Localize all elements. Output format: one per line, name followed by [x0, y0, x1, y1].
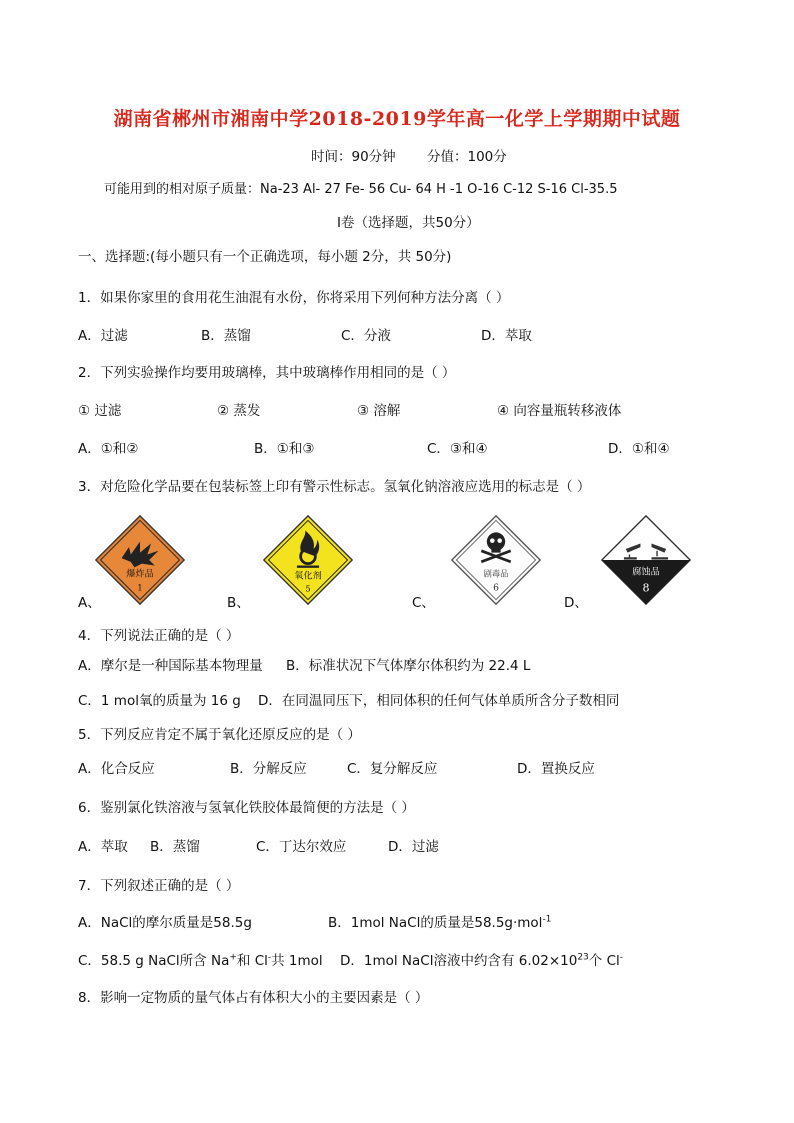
oxidizer-hazard-sign: [262, 514, 354, 606]
question-7-stem: 7．下列叙述正确的是（ ）: [78, 878, 240, 894]
question-4-stem: 4．下列说法正确的是（ ）: [78, 628, 240, 644]
sign-label: 腐蚀品: [632, 566, 660, 578]
q7-option-c: C．58.5 g NaCl所含 Na+和 Cl-共 1mol: [78, 952, 323, 969]
sign-class-number: 1: [137, 582, 143, 593]
q5-option-d: D．置换反应: [517, 761, 595, 777]
exam-score: 分值：100分: [427, 149, 507, 165]
q4-option-b: B．标准状况下气体摩尔体积约为 22.4 L: [286, 658, 531, 674]
question-1-stem: 1．如果你家里的食用花生油混有水份，你将采用下列何种方法分离（ ）: [78, 290, 510, 306]
corrosive-hazard-sign: [600, 514, 692, 606]
q3-option-a: A、: [78, 595, 101, 611]
q2-option-a: A．①和②: [78, 441, 139, 457]
q1-option-d: D．萃取: [481, 328, 532, 344]
q2-option-c: C．③和④: [427, 441, 488, 457]
q2-operation-1: ① 过滤: [78, 403, 122, 419]
q6-option-a: A．萃取: [78, 839, 128, 855]
q5-option-b: B．分解反应: [230, 761, 307, 777]
q5-option-a: A．化合反应: [78, 761, 155, 777]
sign-label: 爆炸品: [126, 568, 154, 580]
q2-option-b: B．①和③: [254, 441, 315, 457]
q2-option-d: D．①和④: [608, 441, 670, 457]
sign-class-number: 6: [493, 582, 499, 594]
q7-option-b: B．1mol NaCl的质量是58.5g·mol$^{-1}$: [328, 914, 552, 931]
question-3-stem: 3．对危险化学品要在包装标签上印有警示性标志。氢氧化钠溶液应选用的标志是（ ）: [78, 479, 591, 495]
atomic-mass-line: 可能用到的相对原子质量：Na-23 Al- 27 Fe- 56 Cu- 64 H -1 O-16 C-12 S-16 Cl-35.5: [104, 182, 618, 197]
q3-option-d: D、: [564, 595, 588, 611]
question-6-stem: 6．鉴别氯化铁溶液与氢氧化铁胶体最简便的方法是（ ）: [78, 800, 415, 816]
q2-operation-2: ② 蒸发: [217, 403, 261, 419]
q4-option-d: D．在同温同压下，相同体积的任何气体单质所含分子数相同: [258, 693, 620, 709]
q2-operation-3: ③ 溶解: [357, 403, 401, 419]
q7-option-d: D．1mol NaCl溶液中约含有 $6.02\times 10^{23}$个 Cl-: [340, 952, 623, 969]
q6-option-d: D．过滤: [388, 839, 439, 855]
q3-option-b: B、: [227, 595, 250, 611]
q1-option-a: A．过滤: [78, 328, 128, 344]
sign-label: 剧毒品: [483, 568, 509, 579]
toxic-hazard-sign: [450, 514, 542, 606]
q1-option-c: C．分液: [341, 328, 391, 344]
sign-class-number: 5: [305, 583, 311, 594]
exam-time: 时间：90分钟: [311, 149, 396, 165]
q6-option-c: C．丁达尔效应: [256, 839, 347, 855]
question-2-stem: 2．下列实验操作均要用玻璃棒，其中玻璃棒作用相同的是（ ）: [78, 365, 456, 381]
q6-option-b: B．蒸馏: [150, 839, 200, 855]
q7-option-a: A．NaCl的摩尔质量是58.5g: [78, 915, 252, 931]
q4-option-a: A．摩尔是一种国际基本物理量: [78, 658, 263, 674]
sign-class-number: 8: [642, 581, 650, 595]
q5-option-c: C．复分解反应: [347, 761, 438, 777]
question-5-stem: 5．下列反应肯定不属于氧化还原反应的是（ ）: [78, 727, 361, 743]
question-8-stem: 8．影响一定物质的量气体占有体积大小的主要因素是（ ）: [78, 990, 429, 1006]
sign-label: 氧化剂: [294, 570, 322, 582]
q3-option-c: C、: [412, 595, 435, 611]
q4-option-c: C．1 mol氧的质量为 16 g: [78, 693, 241, 709]
q2-operation-4: ④ 向容量瓶转移液体: [497, 403, 622, 419]
q1-option-b: B．蒸馏: [201, 328, 251, 344]
part-heading: 一、选择题:(每小题只有一个正确选项，每小题 2分，共 50分): [78, 249, 452, 265]
page-title: 湖南省郴州市湘南中学2018-2019学年高一化学上学期期中试题: [113, 108, 681, 130]
explosive-hazard-sign: [94, 514, 186, 606]
section-heading: Ⅰ卷（选择题，共50分）: [337, 215, 480, 231]
